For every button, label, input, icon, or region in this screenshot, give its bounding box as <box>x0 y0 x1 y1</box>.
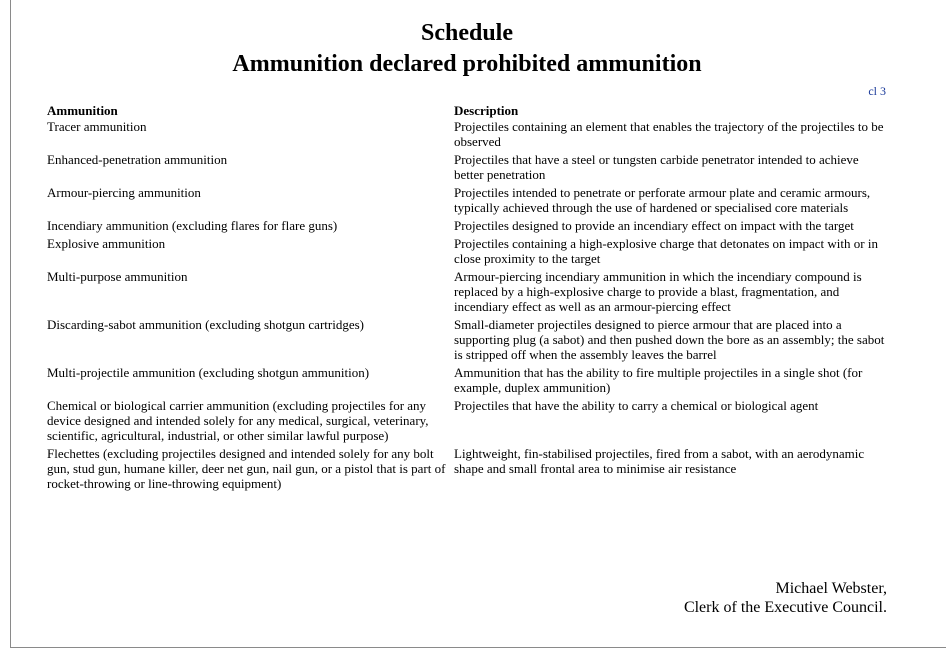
table-row <box>45 317 890 365</box>
ammunition-cell: Enhanced-penetration ammunition <box>47 152 228 167</box>
ammunition-cell: Multi-purpose ammunition <box>47 269 188 284</box>
description-cell: Armour-piercing incendiary ammunition in which the incendiary compound is replaced by a high-explosive charge to provide a blast, fragmentation, and incendiary effect as well as an armour-piercing effect <box>454 269 862 314</box>
description-cell: Projectiles that have a steel or tungsten carbide penetrator intended to achieve better penetration <box>454 152 859 182</box>
column-header-ammunition: Ammunition <box>47 103 118 118</box>
ammunition-cell: Incendiary ammunition (excluding flares for flare guns) <box>47 218 338 233</box>
signature-block <box>684 579 887 617</box>
table-row <box>45 185 890 218</box>
description-cell: Ammunition that has the ability to fire multiple projectiles in a single shot (for example, duplex ammunition) <box>454 365 863 395</box>
clause-reference-link[interactable]: cl 3 <box>868 84 886 98</box>
table-row <box>45 236 890 269</box>
table-header-row <box>45 102 890 119</box>
signatory-position: Clerk of the Executive Council. <box>683 599 887 616</box>
signatory-name: Michael Webster, <box>775 580 887 597</box>
description-cell: Projectiles designed to provide an incendiary effect on impact with the target <box>454 218 854 233</box>
ammunition-cell: Chemical or biological carrier ammunition (excluding projectiles for any device designed and intended solely for any medical, surgical, veterinary, scientific, agricultural, industrial, or other similar lawful purpose) <box>47 398 429 443</box>
schedule-table <box>45 102 890 494</box>
description-cell: Projectiles containing a high-explosive charge that detonates on impact with or in close proximity to the target <box>454 236 878 266</box>
table-row <box>45 365 890 398</box>
ammunition-cell: Multi-projectile ammunition (excluding shotgun ammunition) <box>47 365 370 380</box>
description-cell: Small-diameter projectiles designed to pierce armour that are placed into a supporting plug (a sabot) and then pushed down the bore as an assembly; the sabot is stripped off when the assembly leaves the barrel <box>454 317 885 362</box>
table-row <box>45 269 890 317</box>
ammunition-cell: Explosive ammunition <box>47 236 166 251</box>
description-cell: Lightweight, fin-stabilised projectiles, fired from a sabot, with an aerodynamic shape and small frontal area to minimise air resistance <box>454 446 865 476</box>
table-row <box>45 398 890 446</box>
description-cell: Projectiles intended to penetrate or perforate armour plate and ceramic armours, typically achieved through the use of hardened or specialised core materials <box>454 185 871 215</box>
ammunition-cell: Discarding-sabot ammunition (excluding shotgun cartridges) <box>47 317 364 332</box>
table-row <box>45 446 890 494</box>
table-row <box>45 218 890 236</box>
ammunition-cell: Flechettes (excluding projectiles designed and intended solely for any bolt gun, stud gun, humane killer, deer net gun, nail gun, or a pistol that is part of rocket-throwing or line-throwing equipment) <box>47 446 446 491</box>
description-cell: Projectiles containing an element that enables the trajectory of the projectiles to be observed <box>454 119 884 149</box>
table-row <box>45 119 890 152</box>
column-header-description: Description <box>454 103 519 118</box>
page-subtitle: Ammunition declared prohibited ammunition <box>232 51 702 77</box>
ammunition-cell: Armour-piercing ammunition <box>47 185 201 200</box>
ammunition-cell: Tracer ammunition <box>47 119 147 134</box>
table-row <box>45 152 890 185</box>
page-title: Schedule <box>420 20 513 46</box>
description-cell: Projectiles that have the ability to carry a chemical or biological agent <box>454 398 819 413</box>
